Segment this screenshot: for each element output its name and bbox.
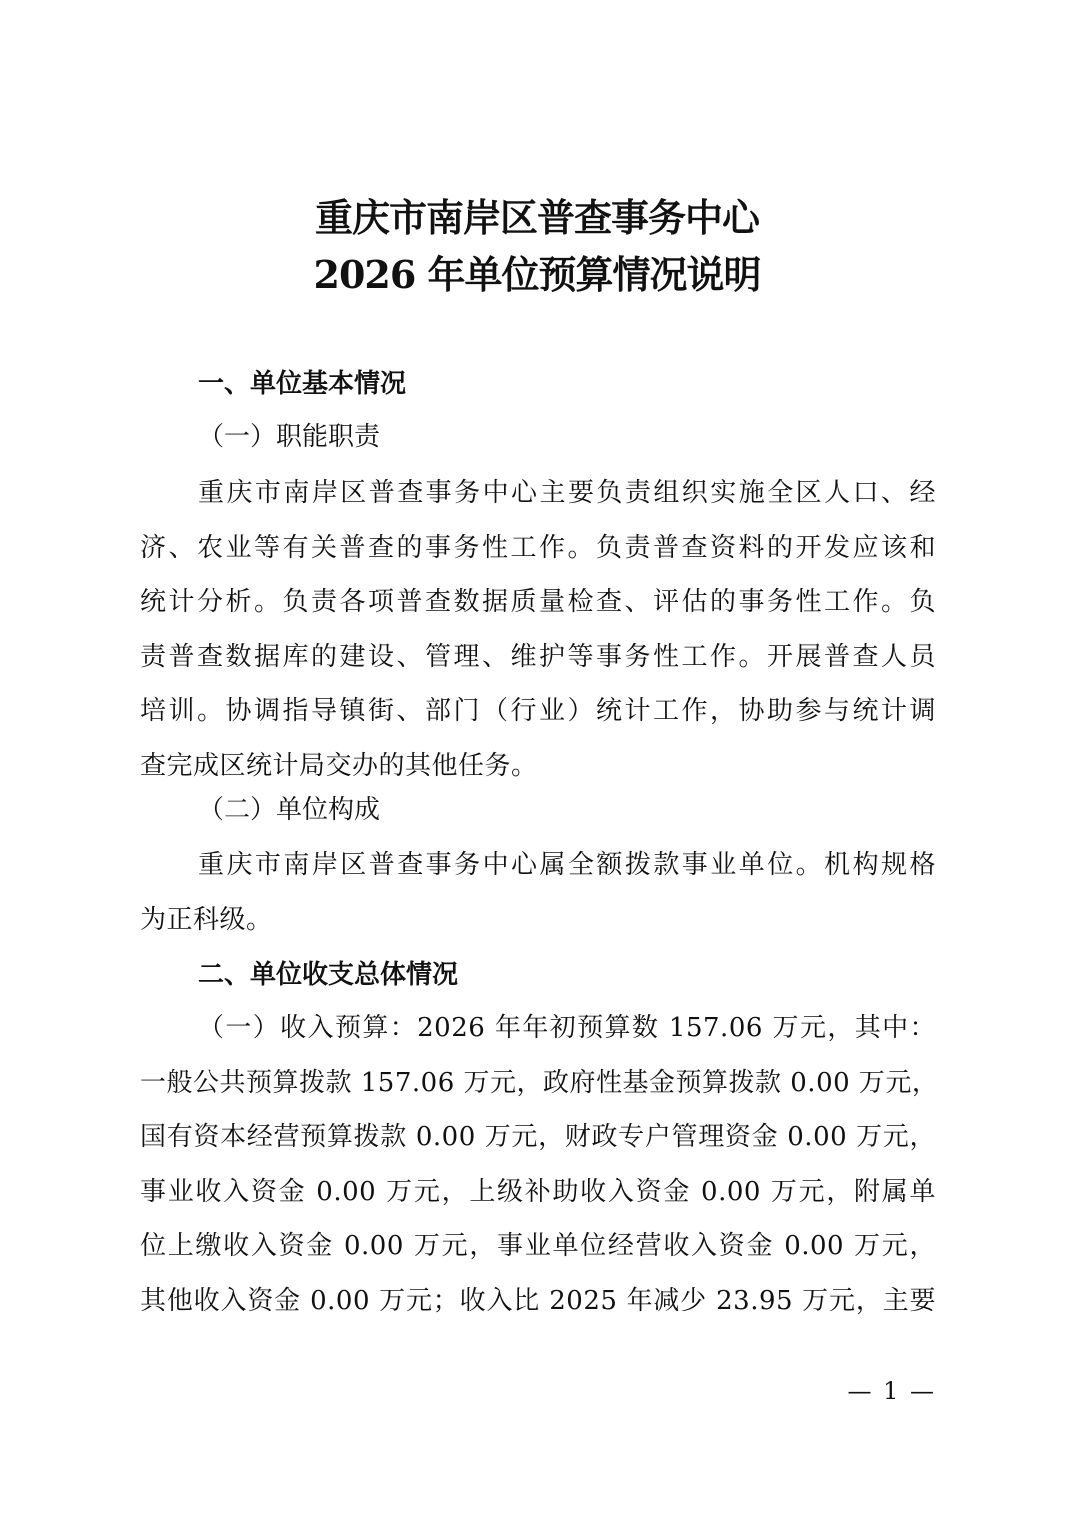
section2-heading: 二、单位收支总体情况 <box>198 960 459 990</box>
section1-sub2-heading: （二）单位构成 <box>198 795 381 825</box>
paragraph-line: 国有资本经营预算拨款 0.00 万元，财政专户管理资金 0.00 万元， <box>140 1122 936 1152</box>
paragraph-line: 统计分析。负责各项普查数据质量检查、评估的事务性工作。负 <box>140 587 936 617</box>
paragraph-line: 重庆市南岸区普查事务中心属全额拨款事业单位。机构规格 <box>198 850 936 880</box>
paragraph-line: 培训。协调指导镇街、部门（行业）统计工作，协助参与统计调 <box>140 696 936 726</box>
paragraph-line: 查完成区统计局交办的其他任务。 <box>140 750 538 781</box>
section1-heading: 一、单位基本情况 <box>198 369 407 399</box>
section1-sub1-paragraph <box>140 466 936 793</box>
page-number: — 1 — <box>847 1377 936 1405</box>
paragraph-line: 为正科级。 <box>140 904 273 935</box>
paragraph-line: 责普查数据库的建设、管理、维护等事务性工作。开展普查人员 <box>140 641 936 672</box>
paragraph-line: 重庆市南岸区普查事务中心主要负责组织实施全区人口、经 <box>198 478 936 508</box>
document-title-line2: 2026 年单位预算情况说明 <box>313 252 761 297</box>
document-title-line1: 重庆市南岸区普查事务中心 <box>314 195 759 240</box>
paragraph-line: 事业收入资金 0.00 万元，上级补助收入资金 0.00 万元，附属单 <box>140 1176 936 1207</box>
paragraph-line: 一般公共预算拨款 157.06 万元，政府性基金预算拨款 0.00 万元， <box>140 1067 939 1098</box>
section2-sub1-paragraph <box>140 1001 939 1328</box>
paragraph-line: （一）收入预算：2026 年年初预算数 157.06 万元，其中： <box>198 1013 936 1043</box>
section1-sub1-heading: （一）职能职责 <box>198 422 381 452</box>
paragraph-line: 济、农业等有关普查的事务性工作。负责普查资料的开发应该和 <box>140 532 936 563</box>
section1-sub2-paragraph <box>140 838 936 947</box>
paragraph-line: 位上缴收入资金 0.00 万元，事业单位经营收入资金 0.00 万元， <box>140 1231 936 1261</box>
paragraph-line: 其他收入资金 0.00 万元；收入比 2025 年减少 23.95 万元，主要 <box>140 1285 936 1316</box>
